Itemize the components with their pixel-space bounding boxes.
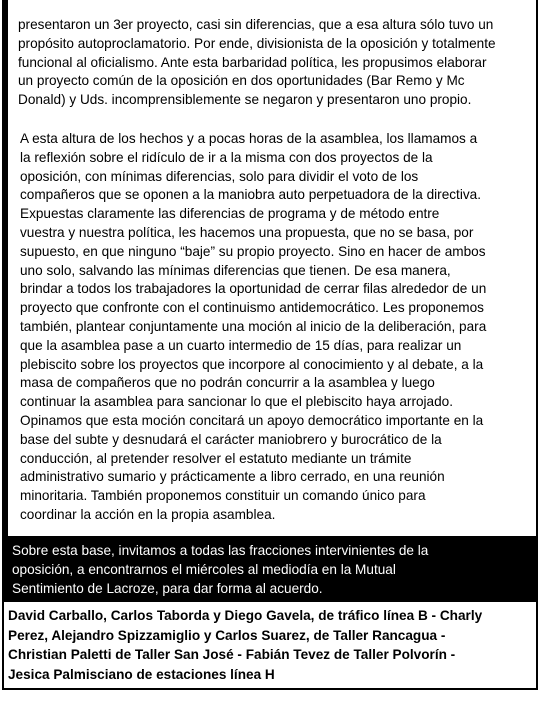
text-line: Sobre esta base, invitamos a todas las fracciones intervinientes de la [12, 543, 429, 558]
text-line: Perez, Alejandro Spizzamiglio y Carlos Suarez, de Taller Rancagua - [8, 627, 446, 643]
text-line: Expuestas claramente las diferencias de programa y de método entre [20, 206, 440, 222]
invitation-box [4, 536, 536, 602]
signers-text [8, 606, 482, 684]
text-line: Donald) y Uds. incomprensiblemente se negaron y presentaron uno propio. [18, 92, 472, 108]
text-line: oposición, a encontrarnos el miércoles al mediodía en la Mutual [12, 561, 396, 577]
text-line: proyecto que confronte con el continuismo antidemocrático. Les proponemos [20, 300, 484, 316]
signers-box [4, 602, 536, 688]
paragraph-2 [20, 130, 528, 525]
text-line: masa de compañeros que no podrán concurrir a la asamblea y luego [20, 375, 435, 391]
text-line: continuar la asamblea para sancionar lo que el plebiscito haya arrojado. [20, 394, 454, 410]
text-line: Sentimiento de Lacroze, para dar forma al acuerdo. [12, 580, 323, 596]
text-line: A esta altura de los hechos y a pocas horas de la asamblea, los llamamos a [20, 131, 478, 146]
text-line: un proyecto común de la oposición en dos oportunidades (Bar Remo y Mc [18, 73, 465, 89]
text-line: Opinamos que esta moción concitará un apoyo democrático importante en la [20, 412, 484, 428]
text-line: plebiscito sobre los proyectos que incorpore al conocimiento y al debate, a la [20, 356, 484, 372]
text-line: conducción, al pretender resolver el estatuto mediante un trámite [20, 450, 412, 466]
paragraph-1 [18, 16, 530, 110]
article-body [8, 0, 536, 536]
text-line: administrativo sumario y prácticamente a libro cerrado, en una reunión [20, 469, 445, 485]
text-line: propósito autoproclamatorio. Por ende, divisionista de la oposición y totalmente [18, 35, 496, 51]
text-line: Jesica Palmisciano de estaciones línea H [8, 666, 275, 682]
text-line: David Carballo, Carlos Taborda y Diego Gavela, de tráfico línea B - Charly [8, 608, 483, 623]
invitation-text [12, 542, 428, 598]
text-line: Christian Paletti de Taller San José - Fabián Tevez de Taller Polvorín - [8, 647, 456, 663]
text-line: compañeros que se oponen a la maniobra auto perpetuadora de la directiva. [20, 187, 481, 203]
text-line: brindar a todos los trabajadores la oportunidad de cerrar filas alrededor de un [20, 281, 487, 297]
text-line: también, plantear conjuntamente una moción al inicio de la deliberación, para [20, 318, 487, 334]
text-line: supuesto, en que ninguno “baje” su propio proyecto. Sino en hacer de ambos [20, 243, 486, 259]
text-line: coordinar la acción en la propia asamblea. [20, 506, 276, 522]
text-line: presentaron un 3er proyecto, casi sin diferencias, que a esa altura sólo tuvo un [18, 17, 494, 32]
text-line: uno solo, salvando las mínimas diferencias que tienen. De esa manera, [20, 262, 451, 278]
text-line: que la asamblea pase a un cuarto intermedio de 15 días, para realizar un [20, 337, 462, 353]
text-line: minoritaria. También proponemos constituir un comando único para [20, 488, 426, 504]
text-line: oposición, con mínimas diferencias, solo para dividir el voto de los [20, 168, 419, 184]
text-line: funcional al oficialismo. Ante esta barbaridad política, les propusimos elaborar [18, 54, 487, 70]
text-line: base del subte y desnudará el carácter maniobrero y burocrático de la [20, 431, 442, 447]
text-line: la reflexión sobre el ridículo de ir a la misma con dos proyectos de la [20, 149, 433, 165]
text-line: vuestra y nuestra política, les hacemos una propuesta, que no se basa, por [20, 224, 474, 240]
document-frame [2, 0, 538, 690]
